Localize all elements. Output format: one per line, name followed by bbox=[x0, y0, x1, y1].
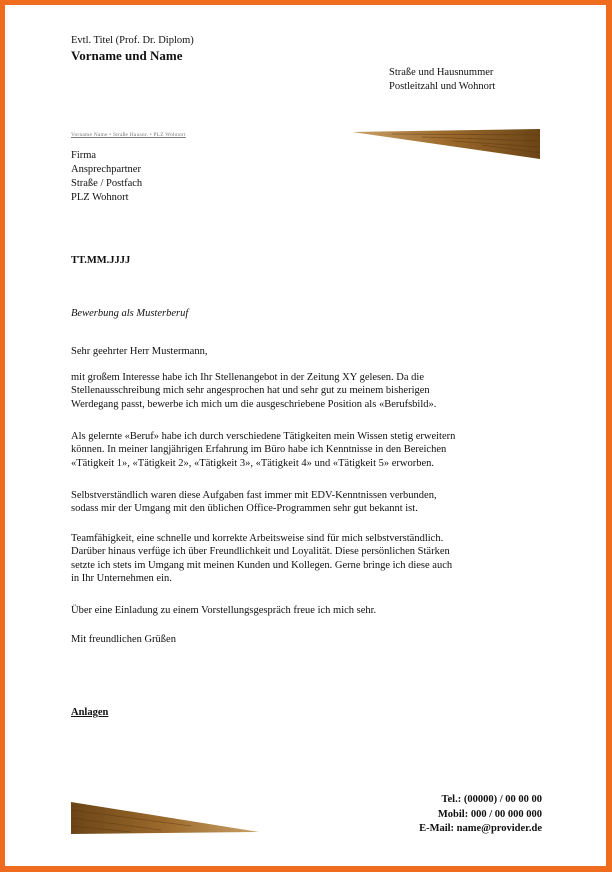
sender-title-line: Evtl. Titel (Prof. Dr. Diplom) bbox=[71, 35, 194, 46]
recipient-street: Straße / Postfach bbox=[71, 178, 143, 189]
closing: Mit freundlichen Grüßen bbox=[71, 634, 176, 645]
body-paragraph-2: Als gelernte «Beruf» habe ich durch verschiedene Tätigkeiten mein Wissen stetig erweitern können. In meiner langjährigen Erfahrung im Büro habe ich Kenntnisse in den Bereichen «Tätigkeit 1», «Tätigkeit 2», «Tätigkeit 3», «Tätigkeit 4» und «Tätigkeit 5» erworben. bbox=[71, 431, 456, 469]
contact-block bbox=[419, 793, 542, 837]
contact-mobile: Mobil: 000 / 00 000 000 bbox=[437, 808, 542, 820]
wood-strip-bottom bbox=[71, 802, 259, 834]
recipient-city: PLZ Wohnort bbox=[71, 192, 129, 203]
return-address-line: Vorname Name • Straße Hausnr. • PLZ Wohnort bbox=[71, 132, 186, 138]
sender-name: Vorname und Name bbox=[71, 48, 183, 63]
body-paragraph-1: mit großem Interesse habe ich Ihr Stellenangebot in der Zeitung XY gelesen. Da die Stellenausschreibung mich sehr angesprochen hat und sehr gut zu meinem bisherigen Werdegang passt, bewerbe ich mich um die ausgeschriebene Position als «Berufsbild». bbox=[71, 372, 437, 410]
body-paragraph-4: Teamfähigkeit, eine schnelle und korrekte Arbeitsweise sind für mich selbstverständlich. Darüber hinaus verfüge ich über Freundlichkeit und Loyalität. Diese persönlichen Stärken setzte ich stets im Umgang mit meinen Kunden und Kollegen. Gerne bringe ich diese auch in Ihr Unternehmen ein. bbox=[71, 533, 453, 584]
salutation: Sehr geehrter Herr Mustermann, bbox=[71, 346, 208, 357]
letter-subject: Bewerbung als Musterberuf bbox=[71, 308, 189, 319]
recipient-company: Firma bbox=[71, 150, 97, 161]
contact-phone: Tel.: (00000) / 00 00 00 bbox=[441, 794, 542, 805]
contact-email: E-Mail: name@provider.de bbox=[419, 823, 542, 834]
body-paragraph-5: Über eine Einladung zu einem Vorstellungsgespräch freue ich mich sehr. bbox=[71, 605, 377, 616]
wood-strip-top bbox=[352, 129, 540, 159]
letter-page bbox=[5, 5, 606, 866]
sender-street: Straße und Hausnummer bbox=[389, 67, 494, 78]
letter-date: TT.MM.JJJJ bbox=[71, 255, 131, 266]
recipient-contact: Ansprechpartner bbox=[71, 164, 141, 175]
sender-city: Postleitzahl und Wohnort bbox=[389, 81, 496, 92]
attachments-label: Anlagen bbox=[71, 707, 109, 718]
body-paragraph-3: Selbstverständlich waren diese Aufgaben fast immer mit EDV-Kenntnissen verbunden, sodass mir der Umgang mit den üblichen Office-Programmen sehr gut bekannt ist. bbox=[71, 490, 437, 515]
